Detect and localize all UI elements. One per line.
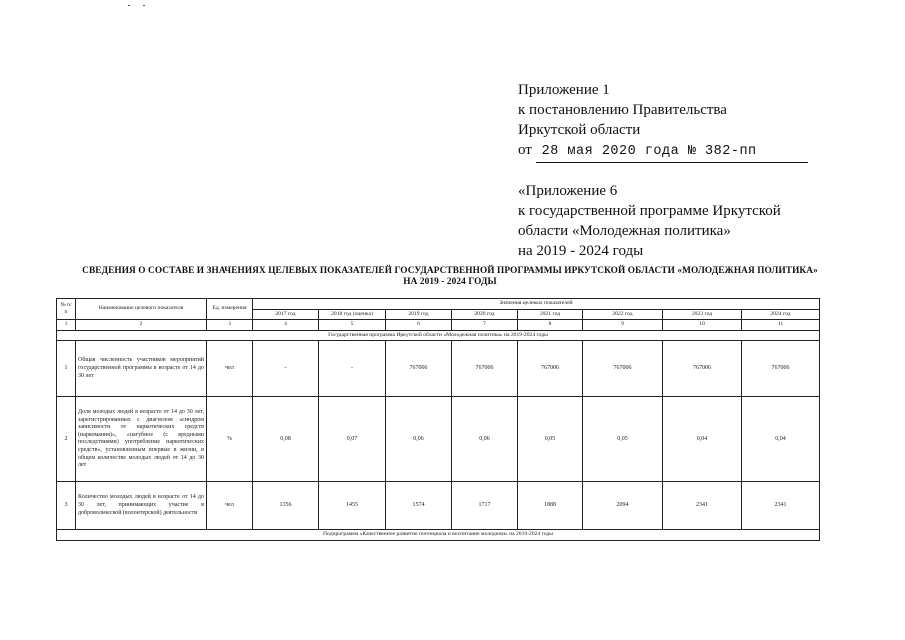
- column-number: 5: [319, 320, 386, 331]
- scan-speck: [143, 5, 145, 6]
- row-value: -: [253, 341, 319, 397]
- appendix-line: Иркутской области: [518, 122, 641, 138]
- header-unit: Ед. измерения: [207, 299, 253, 320]
- row-value: 2341: [742, 482, 820, 530]
- row-num: 2: [57, 397, 76, 482]
- appendix-line: Приложение 1: [518, 82, 610, 98]
- header-values: Значения целевых показателей: [253, 299, 820, 310]
- row-value: 0,07: [319, 397, 386, 482]
- row-value: 1717: [452, 482, 518, 530]
- column-number: 10: [663, 320, 742, 331]
- row-value: -: [319, 341, 386, 397]
- year-header: 2020 год: [452, 309, 518, 320]
- column-numbers-row: [57, 320, 820, 331]
- document-title: [40, 266, 860, 288]
- date-prefix: от: [518, 142, 532, 158]
- appendix6-line: «Приложение 6: [518, 183, 618, 199]
- table-row: [57, 482, 820, 530]
- header-num: № п/п: [57, 299, 76, 320]
- row-value: 767006: [583, 341, 663, 397]
- appendix6-line: на 2019 - 2024 годы: [518, 243, 644, 259]
- header-name: Наименование целевого показателя: [76, 299, 207, 320]
- appendix-line: к постановлению Правительства: [518, 102, 727, 118]
- column-number: 6: [386, 320, 452, 331]
- row-value: 0,05: [518, 397, 583, 482]
- indicator-name: Доля молодых людей в возрасте от 14 до 30 лет, зарегистрированных с диагнозом «синдром зависимости от наркотических средств (наркомания)», «пагубное (с вредными последствиями) употребление наркотических средств», установленным впервые в жизни, в общем количестве молодых людей от 14 до 30 лет: [76, 397, 207, 482]
- table-row: [57, 341, 820, 397]
- row-unit: %: [207, 397, 253, 482]
- indicators-table: [56, 298, 820, 541]
- row-value: 767006: [742, 341, 820, 397]
- row-value: 0,06: [386, 397, 452, 482]
- row-value: 767006: [452, 341, 518, 397]
- row-value: 0,04: [663, 397, 742, 482]
- program-section-title: Государственная программа Иркутской области «Молодежная политика» на 2019-2024 годы: [57, 330, 820, 341]
- year-header: 2018 год (оценка): [319, 309, 386, 320]
- row-value: 0,04: [742, 397, 820, 482]
- column-number: 9: [583, 320, 663, 331]
- row-value: 767006: [663, 341, 742, 397]
- row-value: 2341: [663, 482, 742, 530]
- row-value: 1574: [386, 482, 452, 530]
- subprogram-section-title: Подпрограмма «Качественное развитие потенциала и воспитание молодежи» на 2019-2024 годы: [57, 530, 820, 541]
- section-row: [57, 330, 820, 341]
- row-value: 0,05: [583, 397, 663, 482]
- column-number: 1: [57, 320, 76, 331]
- row-unit: чел: [207, 341, 253, 397]
- title-line: НА 2019 - 2024 ГОДЫ: [403, 277, 497, 287]
- row-value: 1888: [518, 482, 583, 530]
- table-row: [57, 397, 820, 482]
- row-value: 767006: [518, 341, 583, 397]
- year-header: 2024 год: [742, 309, 820, 320]
- appendix6-line: к государственной программе Иркутской: [518, 203, 781, 219]
- column-number: 2: [76, 320, 207, 331]
- resolution-date-line: [518, 140, 898, 163]
- indicator-name: Количество молодых людей в возрасте от 14 до 30 лет, принимающих участие в добровольческой (волонтерской) деятельности: [76, 482, 207, 530]
- section-row: [57, 530, 820, 541]
- appendix-header: [518, 80, 898, 261]
- column-number: 3: [207, 320, 253, 331]
- year-header: 2022 год: [583, 309, 663, 320]
- row-value: 767006: [386, 341, 452, 397]
- row-unit: чел: [207, 482, 253, 530]
- title-line: СВЕДЕНИЯ О СОСТАВЕ И ЗНАЧЕНИЯХ ЦЕЛЕВЫХ ПОКАЗАТЕЛЕЙ ГОСУДАРСТВЕННОЙ ПРОГРАММЫ ИРКУТСКОЙ ОБЛАСТИ «МОЛОДЕЖНАЯ ПОЛИТИКА»: [82, 266, 818, 276]
- column-number: 8: [518, 320, 583, 331]
- indicator-name: Общая численность участников мероприятий государственной программы в возрасте от 14 до 30 лет: [76, 341, 207, 397]
- appendix6-line: области «Молодежная политика»: [518, 223, 731, 239]
- year-header: 2019 год: [386, 309, 452, 320]
- row-value: 1455: [319, 482, 386, 530]
- row-value: 0,08: [253, 397, 319, 482]
- year-header: 2023 год: [663, 309, 742, 320]
- row-value: 2094: [583, 482, 663, 530]
- row-value: 1356: [253, 482, 319, 530]
- column-number: 4: [253, 320, 319, 331]
- row-value: 0,06: [452, 397, 518, 482]
- header-row: [57, 299, 820, 310]
- column-number: 7: [452, 320, 518, 331]
- scan-speck: [128, 5, 130, 6]
- resolution-date: 28 мая 2020 года № 382-пп: [536, 142, 808, 163]
- column-number: 11: [742, 320, 820, 331]
- row-num: 3: [57, 482, 76, 530]
- row-num: 1: [57, 341, 76, 397]
- year-header: 2017 год: [253, 309, 319, 320]
- year-header: 2021 год: [518, 309, 583, 320]
